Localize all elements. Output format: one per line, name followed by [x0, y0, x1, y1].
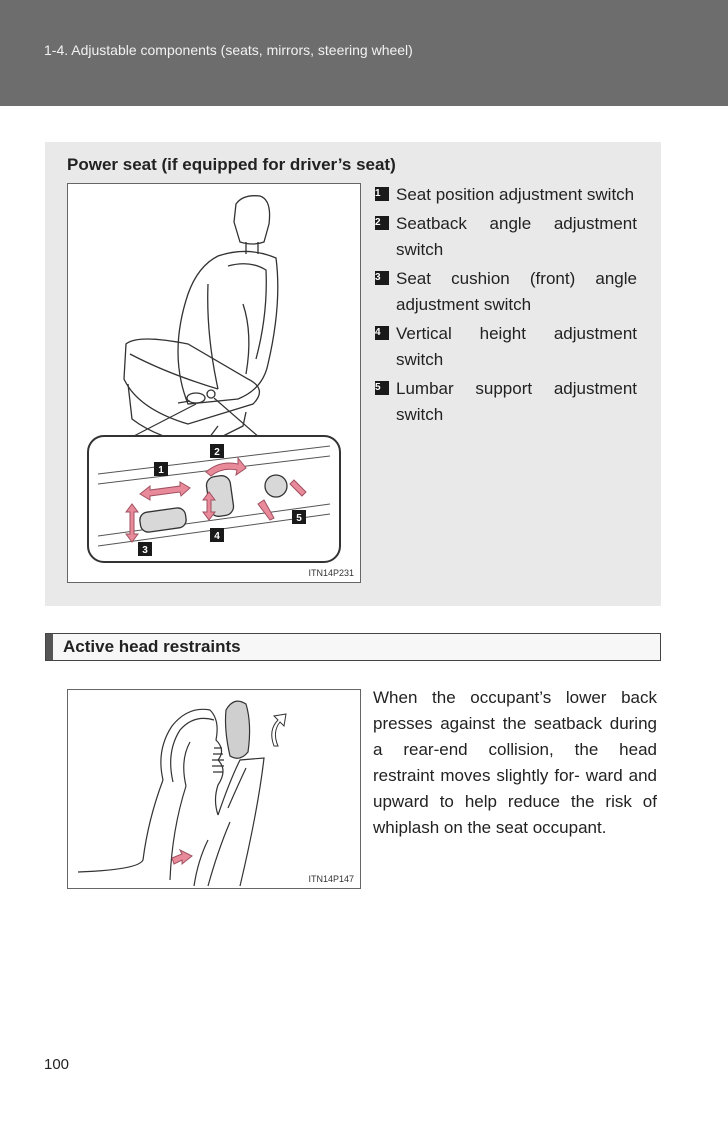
section-heading-label: Active head restraints: [63, 637, 241, 656]
svg-text:5: 5: [296, 513, 302, 524]
page-number: 100: [44, 1056, 70, 1073]
list-item: [375, 321, 637, 373]
number-badge: 2: [375, 216, 389, 230]
breadcrumb: 1-4. Adjustable components (seats, mirrors, steering wheel): [44, 42, 413, 58]
list-item-text: Lumbar support adjustment switch: [396, 379, 637, 424]
switch-list: [375, 182, 637, 431]
power-seat-illustration: [67, 183, 361, 583]
head-restraint-drawing: [68, 690, 360, 888]
figure-code: ITN14P231: [308, 568, 354, 578]
number-badge: 1: [375, 187, 389, 201]
active-head-description: When the occupant’s lower back presses against the seatback during a rear-end collision, the head restraint moves slightly for- ward and upward to help reduce the risk of whiplash on the seat occupant.: [373, 688, 657, 837]
svg-text:3: 3: [142, 545, 148, 556]
svg-text:2: 2: [214, 447, 220, 458]
seat-drawing: [68, 184, 360, 582]
head-restraint-illustration: [67, 689, 361, 889]
section-heading: [45, 633, 661, 661]
header-bar: [0, 0, 728, 106]
number-badge: 3: [375, 271, 389, 285]
power-seat-title: Power seat (if equipped for driver’s seat): [67, 155, 396, 174]
list-item: [375, 376, 637, 428]
list-item-text: Seatback angle adjustment switch: [396, 214, 637, 259]
number-badge: 4: [375, 326, 389, 340]
list-item: [375, 266, 637, 318]
svg-text:4: 4: [214, 531, 220, 542]
number-badge: 5: [375, 381, 389, 395]
section-heading-bar: [46, 634, 53, 660]
power-seat-box: [45, 142, 661, 606]
figure-code: ITN14P147: [308, 874, 354, 884]
list-item: [375, 182, 637, 208]
list-item-text: Seat position adjustment switch: [396, 185, 635, 204]
svg-text:1: 1: [158, 465, 164, 476]
list-item-text: Vertical height adjustment switch: [396, 324, 637, 369]
list-item-text: Seat cushion (front) angle adjustment switch: [396, 269, 637, 314]
list-item: [375, 211, 637, 263]
